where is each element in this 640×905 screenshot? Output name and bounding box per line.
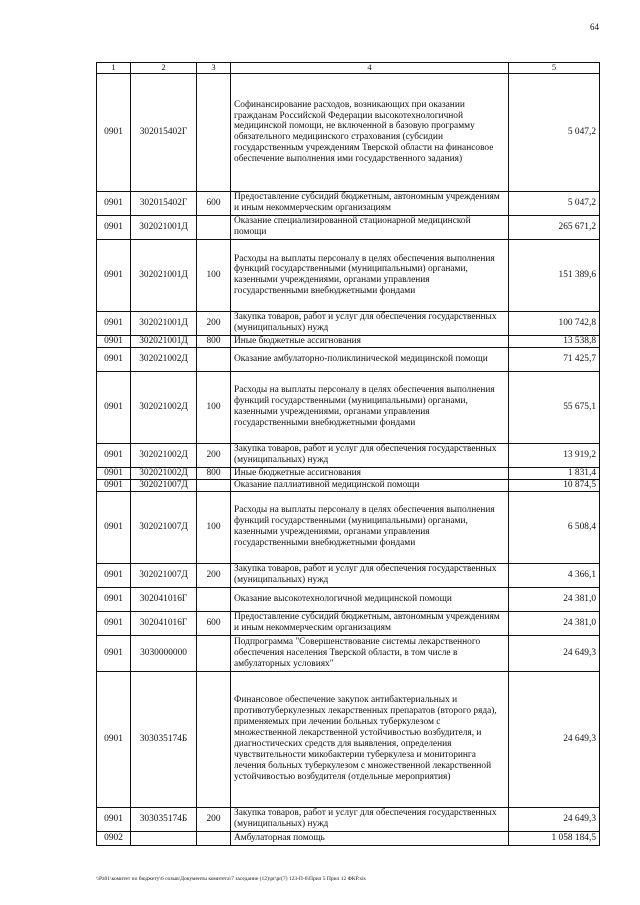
cell-section: 0901 [97, 587, 131, 611]
cell-name: Иные бюджетные ассигнования [231, 467, 509, 479]
cell-amount: 24 649,3 [509, 807, 600, 831]
cell-name: Подпрограмма "Совершенствование системы лекарственного обеспечения населения Тверской области, в том числе в амбулаторных условиях" [231, 635, 509, 671]
cell-type [197, 479, 231, 491]
cell-type: 800 [197, 467, 231, 479]
cell-section: 0901 [97, 443, 131, 467]
cell-section: 0901 [97, 191, 131, 215]
col-header-code: 2 [131, 63, 197, 74]
table-row [97, 831, 600, 845]
cell-section: 0902 [97, 831, 131, 845]
page-number: 64 [590, 22, 599, 32]
cell-type [197, 635, 231, 671]
cell-code: 303035174Б [131, 807, 197, 831]
cell-amount: 6 508,4 [509, 491, 600, 563]
cell-amount: 13 538,8 [509, 335, 600, 347]
table-row [97, 311, 600, 335]
cell-name: Финансовое обеспечение закупок антибактериальных и противотуберкулезных лекарственных препаратов (второго ряда), применяемых при лечении больных туберкулезом с множественной лекарственной устойчивостью возбудителя, и диагностических средств для выявления, определения чувствительности микобактерии туберкулеза и мониторинга лечения больных туберкулезом с множественной лекарственной устойчивостью возбудителя (отдельные мероприятия) [231, 671, 509, 807]
cell-amount: 265 671,2 [509, 215, 600, 239]
table-row [97, 491, 600, 563]
header-row [97, 63, 600, 74]
file-path-footer: \\Pz01\комитет по бюджету\6 созыв\Документы комитета\7 заседание (12)\pr\pr(7) 123-П-6\Прил 5 Прил 12 ФКР.xls [96, 876, 366, 882]
cell-type [197, 347, 231, 371]
cell-name: Предоставление субсидий бюджетным, автономным учреждениям и иным некоммерческим организациям [231, 611, 509, 635]
cell-name: Расходы на выплаты персоналу в целях обеспечения выполнения функций государственными (муниципальными) органами, казенными учреждениями, органами управления государственными внебюджетными фондами [231, 371, 509, 443]
cell-name: Закупка товаров, работ и услуг для обеспечения государственных (муниципальных) нужд [231, 563, 509, 587]
cell-type [197, 831, 231, 845]
cell-type [197, 73, 231, 191]
col-header-type: 3 [197, 63, 231, 74]
cell-amount: 4 366,1 [509, 563, 600, 587]
cell-amount: 5 047,2 [509, 73, 600, 191]
cell-section: 0901 [97, 239, 131, 311]
cell-type: 200 [197, 563, 231, 587]
cell-amount: 5 047,2 [509, 191, 600, 215]
cell-section: 0901 [97, 215, 131, 239]
cell-amount: 1 831,4 [509, 467, 600, 479]
table-row [97, 371, 600, 443]
cell-amount: 55 675,1 [509, 371, 600, 443]
cell-section: 0901 [97, 311, 131, 335]
cell-amount: 1 058 184,5 [509, 831, 600, 845]
cell-name: Оказание паллиативной медицинской помощи [231, 479, 509, 491]
table-row [97, 73, 600, 191]
cell-name: Оказание высокотехнологичной медицинской помощи [231, 587, 509, 611]
cell-code [131, 831, 197, 845]
cell-code: 3030000000 [131, 635, 197, 671]
cell-name: Расходы на выплаты персоналу в целях обеспечения выполнения функций государственными (муниципальными) органами, казенными учреждениями, органами управления государственными внебюджетными фондами [231, 491, 509, 563]
cell-code: 302021007Д [131, 563, 197, 587]
col-header-section: 1 [97, 63, 131, 74]
cell-code: 302021002Д [131, 443, 197, 467]
cell-name: Оказание амбулаторно-поликлинической медицинской помощи [231, 347, 509, 371]
cell-section: 0901 [97, 635, 131, 671]
table-row [97, 587, 600, 611]
cell-name: Закупка товаров, работ и услуг для обеспечения государственных (муниципальных) нужд [231, 311, 509, 335]
table-row [97, 479, 600, 491]
cell-code: 302021007Д [131, 479, 197, 491]
cell-amount: 24 381,0 [509, 611, 600, 635]
cell-name: Оказание специализированной стационарной медицинской помощи [231, 215, 509, 239]
cell-section: 0901 [97, 347, 131, 371]
table-row [97, 563, 600, 587]
col-header-name: 4 [231, 63, 509, 74]
cell-code: 302021002Д [131, 371, 197, 443]
cell-section: 0901 [97, 479, 131, 491]
cell-section: 0901 [97, 335, 131, 347]
col-header-amount: 5 [509, 63, 600, 74]
cell-amount: 24 649,3 [509, 635, 600, 671]
cell-code: 302021001Д [131, 239, 197, 311]
cell-name: Расходы на выплаты персоналу в целях обеспечения выполнения функций государственными (муниципальными) органами, казенными учреждениями, органами управления государственными внебюджетными фондами [231, 239, 509, 311]
cell-code: 302021001Д [131, 215, 197, 239]
cell-code: 302015402Г [131, 73, 197, 191]
cell-amount: 10 874,5 [509, 479, 600, 491]
cell-section: 0901 [97, 467, 131, 479]
cell-section: 0901 [97, 371, 131, 443]
table-row [97, 635, 600, 671]
cell-section: 0901 [97, 491, 131, 563]
cell-code: 302021007Д [131, 491, 197, 563]
cell-code: 302041016Г [131, 587, 197, 611]
cell-type [197, 587, 231, 611]
cell-code: 302041016Г [131, 611, 197, 635]
cell-name: Предоставление субсидий бюджетным, автономным учреждениям и иным некоммерческим организациям [231, 191, 509, 215]
cell-amount: 13 919,2 [509, 443, 600, 467]
cell-type: 600 [197, 191, 231, 215]
cell-code: 302021002Д [131, 347, 197, 371]
cell-amount: 24 649,3 [509, 671, 600, 807]
table-row [97, 671, 600, 807]
cell-name: Амбулаторная помощь [231, 831, 509, 845]
table-row [97, 807, 600, 831]
cell-type: 800 [197, 335, 231, 347]
cell-type: 100 [197, 371, 231, 443]
cell-amount: 100 742,8 [509, 311, 600, 335]
table-row [97, 335, 600, 347]
cell-name: Иные бюджетные ассигнования [231, 335, 509, 347]
cell-code: 302021002Д [131, 467, 197, 479]
cell-section: 0901 [97, 807, 131, 831]
table-row [97, 239, 600, 311]
cell-code: 303035174Б [131, 671, 197, 807]
budget-table [96, 62, 600, 846]
cell-name: Закупка товаров, работ и услуг для обеспечения государственных (муниципальных) нужд [231, 443, 509, 467]
table-row [97, 611, 600, 635]
cell-type [197, 671, 231, 807]
table-row [97, 215, 600, 239]
cell-type: 100 [197, 239, 231, 311]
cell-type [197, 215, 231, 239]
cell-code: 302021001Д [131, 335, 197, 347]
cell-type: 600 [197, 611, 231, 635]
cell-amount: 71 425,7 [509, 347, 600, 371]
cell-amount: 24 381,0 [509, 587, 600, 611]
table-row [97, 443, 600, 467]
table-row [97, 347, 600, 371]
cell-code: 302015402Г [131, 191, 197, 215]
cell-code: 302021001Д [131, 311, 197, 335]
cell-type: 100 [197, 491, 231, 563]
cell-type: 200 [197, 443, 231, 467]
cell-name: Софинансирование расходов, возникающих при оказании гражданам Российской Федерации высокотехнологичной медицинской помощи, не включенной в базовую программу обязательного медицинского страхования (субсидии государственным учреждениям Тверской области на финансовое обеспечение выполнения ими государственного задания) [231, 73, 509, 191]
cell-amount: 151 389,6 [509, 239, 600, 311]
table-row [97, 191, 600, 215]
cell-section: 0901 [97, 73, 131, 191]
cell-section: 0901 [97, 671, 131, 807]
cell-type: 200 [197, 311, 231, 335]
table-row [97, 467, 600, 479]
cell-name: Закупка товаров, работ и услуг для обеспечения государственных (муниципальных) нужд [231, 807, 509, 831]
cell-section: 0901 [97, 563, 131, 587]
cell-type: 200 [197, 807, 231, 831]
cell-section: 0901 [97, 611, 131, 635]
